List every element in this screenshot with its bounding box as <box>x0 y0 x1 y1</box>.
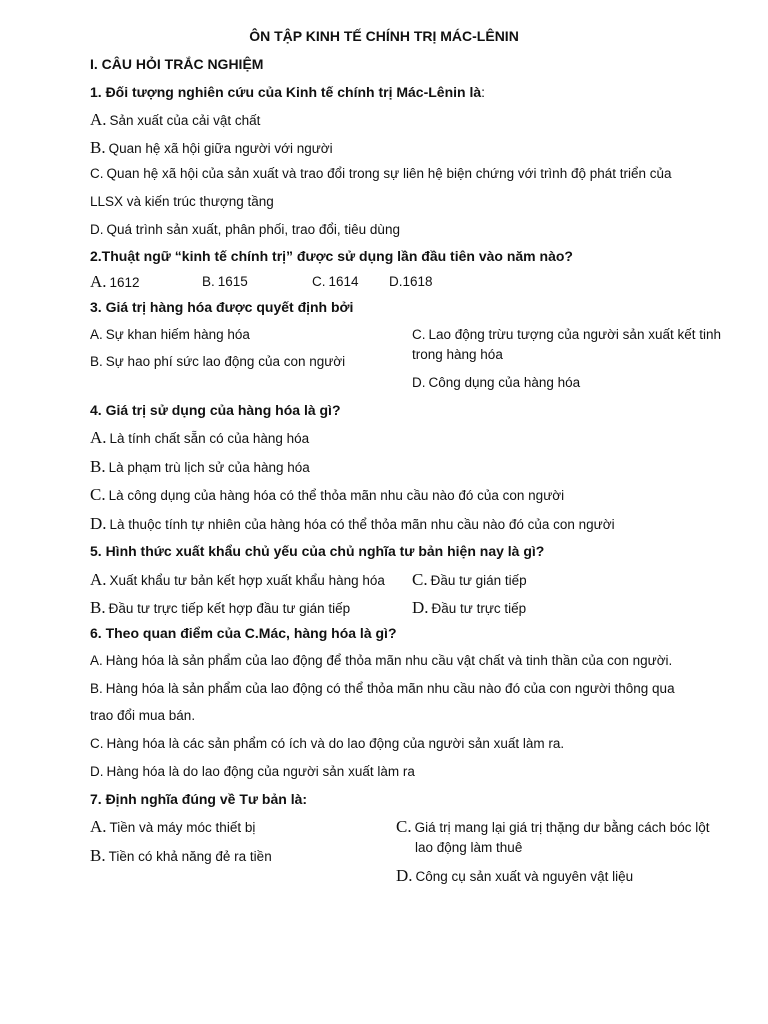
q4-option-b <box>90 458 310 477</box>
section-heading: I. CÂU HỎI TRẮC NGHIỆM <box>90 56 264 72</box>
option-text: Đầu tư trực tiếp <box>431 601 527 616</box>
q4-option-a <box>90 429 309 448</box>
option-letter: D. <box>412 598 429 617</box>
option-letter: D. <box>389 274 403 289</box>
q2-option-a <box>90 273 140 292</box>
q3-option-b <box>90 353 345 371</box>
option-letter: A. <box>90 110 107 129</box>
option-text: Quá trình sản xuất, phân phối, trao đổi, tiêu dùng <box>106 222 400 237</box>
option-text: Là thuộc tính tự nhiên của hàng hóa có thể thỏa mãn nhu cầu nào đó của con người <box>109 517 615 532</box>
option-letter: C. <box>90 485 106 504</box>
option-letter: A. <box>90 327 103 342</box>
question-4: 4. Giá trị sử dụng của hàng hóa là gì? <box>90 402 341 418</box>
option-letter: D. <box>90 764 104 779</box>
q1-option-c-continued: LLSX và kiến trúc thượng tầng <box>90 194 274 209</box>
question-7: 7. Định nghĩa đúng về Tư bản là: <box>90 791 308 807</box>
option-letter: C. <box>90 166 104 181</box>
option-text: Công cụ sản xuất và nguyên vật liệu <box>415 869 634 884</box>
option-letter: A. <box>90 272 107 291</box>
option-letter: B. <box>90 598 106 617</box>
option-letter: D. <box>90 514 107 533</box>
q6-option-d <box>90 763 415 781</box>
q3-option-a <box>90 326 250 344</box>
option-text: 1618 <box>402 274 433 289</box>
q2-option-c <box>312 273 359 291</box>
option-text: Đầu tư trực tiếp kết hợp đầu tư gián tiếp <box>108 601 351 616</box>
option-letter: C. <box>412 570 428 589</box>
option-letter: D. <box>412 375 426 390</box>
option-text: Sự khan hiếm hàng hóa <box>105 327 250 342</box>
option-text: Là tính chất sẵn có của hàng hóa <box>109 431 310 446</box>
q2-option-d <box>389 273 433 291</box>
q1-option-b <box>90 139 333 158</box>
q5-option-c <box>412 571 527 590</box>
q1-option-a <box>90 111 260 130</box>
q5-option-d <box>412 599 526 618</box>
option-letter: A. <box>90 817 107 836</box>
option-text: Giá trị mang lại giá trị thặng dư bằng cách bóc lột <box>414 820 710 835</box>
q6-option-c <box>90 735 564 753</box>
option-text: Là phạm trù lịch sử của hàng hóa <box>108 460 310 475</box>
option-letter: A. <box>90 428 107 447</box>
option-text: Là công dụng của hàng hóa có thể thỏa mãn nhu cầu nào đó của con người <box>108 488 565 503</box>
option-letter: C. <box>312 274 326 289</box>
q7-option-c <box>396 818 710 837</box>
q5-option-b <box>90 599 350 618</box>
q6-option-b-continued: trao đổi mua bán. <box>90 708 196 723</box>
option-letter: A. <box>90 653 103 668</box>
q7-option-d <box>396 867 633 886</box>
q5-option-a <box>90 571 385 590</box>
option-letter: B. <box>90 457 106 476</box>
option-letter: C. <box>396 817 412 836</box>
option-text: 1612 <box>109 275 140 290</box>
q4-option-c <box>90 486 564 505</box>
q6-option-a <box>90 652 672 670</box>
option-letter: C. <box>90 736 104 751</box>
option-text: Tiền có khả năng đẻ ra tiền <box>108 849 272 864</box>
option-text: Lao động trừu tượng của người sản xuất kết tinh <box>428 327 721 342</box>
q2-option-b <box>202 273 248 291</box>
option-letter: B. <box>90 138 106 157</box>
option-text: Sự hao phí sức lao động của con người <box>105 354 346 369</box>
question-6: 6. Theo quan điểm của C.Mác, hàng hóa là gì? <box>90 625 397 641</box>
q7-option-c-continued: lao động làm thuê <box>415 840 523 855</box>
q7-option-a <box>90 818 255 837</box>
option-text: Xuất khẩu tư bản kết hợp xuất khẩu hàng hóa <box>109 573 385 588</box>
question-3: 3. Giá trị hàng hóa được quyết định bởi <box>90 299 354 315</box>
option-letter: C. <box>412 327 426 342</box>
option-text: 1614 <box>328 274 359 289</box>
option-text: Quan hệ xã hội giữa người với người <box>108 141 333 156</box>
option-text: Sản xuất của cải vật chất <box>109 113 261 128</box>
question-5: 5. Hình thức xuất khẩu chủ yếu của chủ nghĩa tư bản hiện nay là gì? <box>90 543 545 559</box>
q1-option-d <box>90 221 400 239</box>
option-letter: B. <box>90 681 103 696</box>
q3-option-d <box>412 374 580 392</box>
question-2: 2.Thuật ngữ “kinh tế chính trị” được sử dụng lần đầu tiên vào năm nào? <box>90 248 573 264</box>
question-1-colon: : <box>481 84 486 100</box>
option-letter: D. <box>396 866 413 885</box>
q7-option-b <box>90 847 272 866</box>
q6-option-b <box>90 680 675 698</box>
q1-option-c <box>90 165 672 183</box>
page-title: ÔN TẬP KINH TẾ CHÍNH TRỊ MÁC-LÊNIN <box>249 28 519 44</box>
option-letter: B. <box>202 274 215 289</box>
option-text: Hàng hóa là do lao động của người sản xuất làm ra <box>106 764 415 779</box>
q4-option-d <box>90 515 615 534</box>
option-text: Hàng hóa là sản phẩm của lao động có thể thỏa mãn nhu cầu nào đó của con người thông qua <box>105 681 675 696</box>
option-letter: B. <box>90 846 106 865</box>
question-1 <box>90 83 485 101</box>
option-text: Hàng hóa là các sản phẩm có ích và do lao động của người sản xuất làm ra. <box>106 736 565 751</box>
option-letter: A. <box>90 570 107 589</box>
option-text: 1615 <box>217 274 248 289</box>
option-letter: B. <box>90 354 103 369</box>
question-1-text: 1. Đối tượng nghiên cứu của Kinh tế chính trị Mác-Lênin là <box>90 84 482 100</box>
option-letter: D. <box>90 222 104 237</box>
q3-option-c <box>412 326 721 344</box>
option-text: Đầu tư gián tiếp <box>430 573 527 588</box>
option-text: Công dụng của hàng hóa <box>428 375 581 390</box>
option-text: Tiền và máy móc thiết bị <box>109 820 256 835</box>
option-text: Quan hệ xã hội của sản xuất và trao đổi trong sự liên hệ biện chứng với trình độ phát triển của <box>106 166 672 181</box>
q3-option-c-continued: trong hàng hóa <box>412 347 503 362</box>
option-text: Hàng hóa là sản phẩm của lao động để thỏa mãn nhu cầu vật chất và tinh thần của con người. <box>105 653 673 668</box>
